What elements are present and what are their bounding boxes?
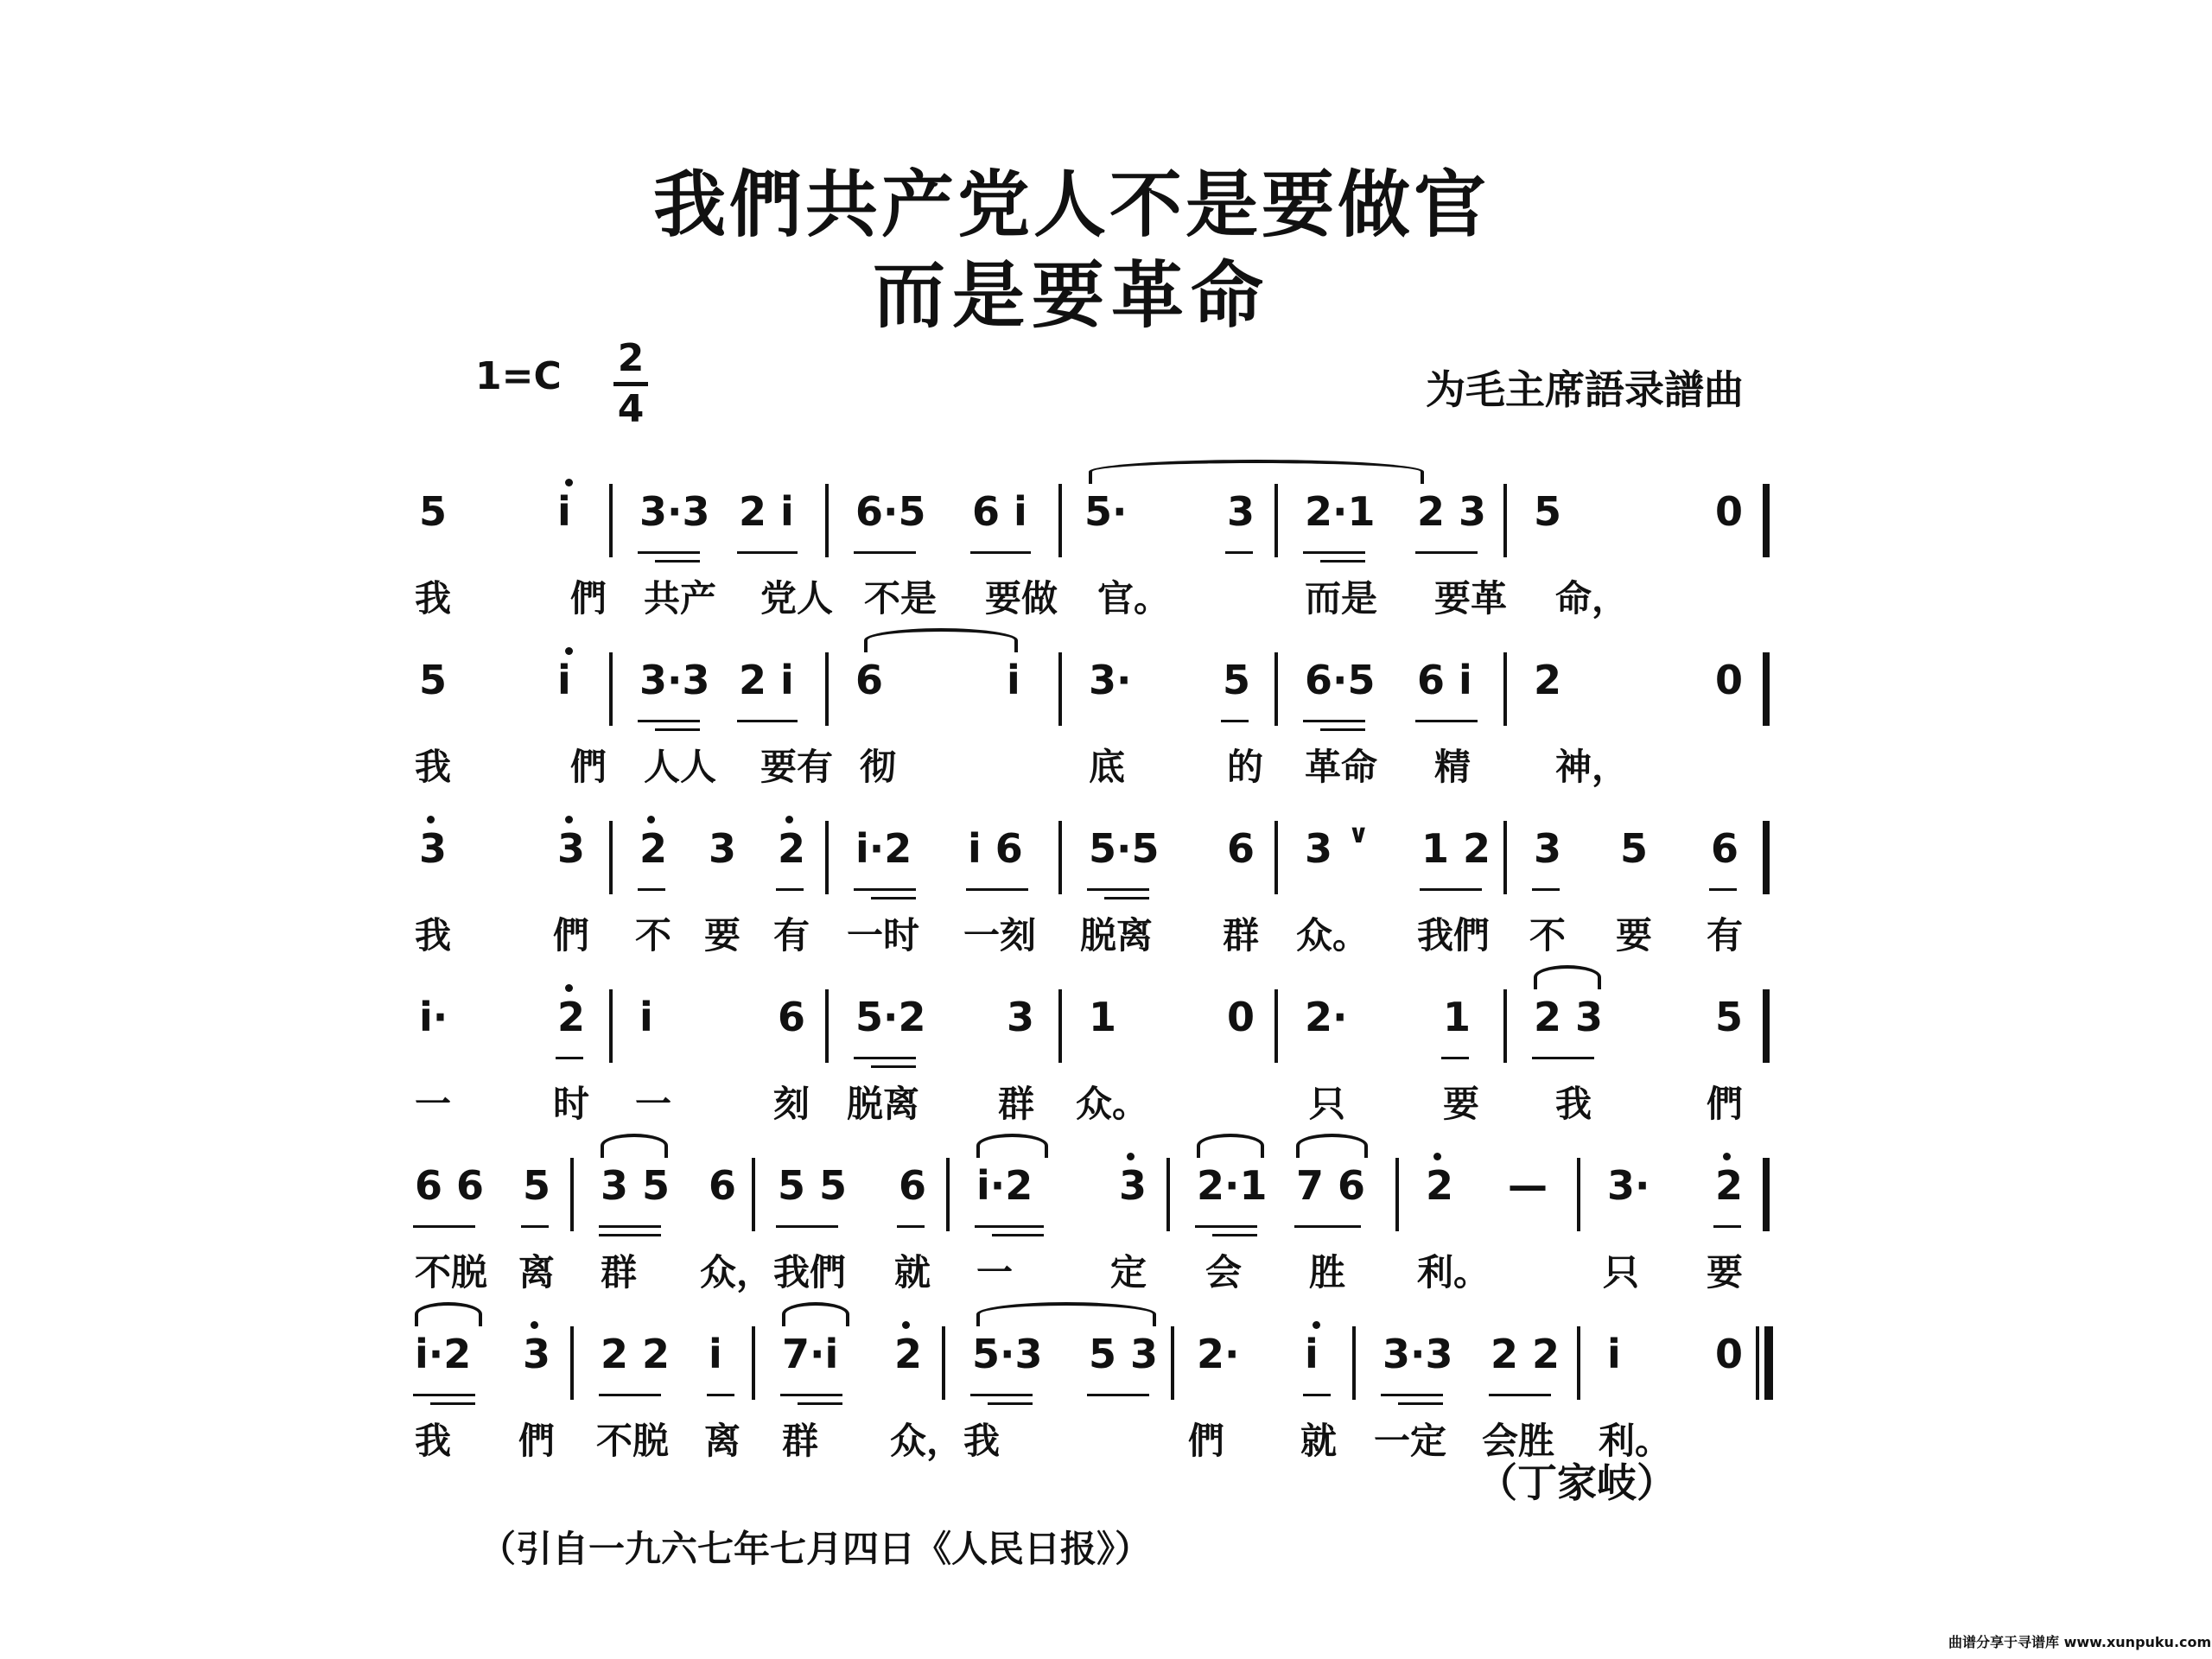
- site-watermark: 曲谱分享于寻谱库 www.xunpuku.com: [1948, 1634, 2212, 1650]
- note: 6: [1711, 825, 1739, 872]
- octave-dot: [565, 479, 573, 486]
- lyric: 群: [998, 1083, 1035, 1125]
- lyric: 我: [415, 1420, 452, 1462]
- beam: [776, 1225, 838, 1228]
- lyric: 脱离: [847, 1083, 920, 1125]
- title-line-1: 我們共产党人不是要做官: [652, 162, 1490, 247]
- note: 6·5: [855, 488, 926, 535]
- note: 6 i: [1417, 657, 1472, 703]
- beam: [1212, 1234, 1257, 1236]
- beam: [854, 888, 916, 891]
- note: 2 2: [601, 1331, 671, 1377]
- note: i: [557, 488, 571, 535]
- note: i·2: [415, 1331, 472, 1377]
- lyrics-row: [397, 739, 1780, 791]
- lyric: 离: [704, 1420, 741, 1462]
- beam: [970, 1394, 1033, 1396]
- notation-row: [397, 1318, 1780, 1395]
- time-numerator: 2: [617, 336, 645, 380]
- note: 3: [557, 825, 586, 872]
- note: 0: [1227, 994, 1255, 1040]
- lyric: 众。: [1076, 1083, 1149, 1125]
- lyric: 革命: [1305, 746, 1378, 788]
- note: i: [1607, 1331, 1621, 1377]
- beam: [638, 888, 665, 891]
- lyric: 們: [553, 914, 590, 957]
- beam: [1195, 1225, 1257, 1228]
- note: 3: [523, 1331, 551, 1377]
- notation-row: [397, 981, 1780, 1058]
- lyric: 只: [1603, 1251, 1640, 1294]
- barline: [1274, 989, 1278, 1063]
- note: 2: [1426, 1162, 1454, 1209]
- lyric: 时: [553, 1083, 590, 1125]
- barline: [1352, 1326, 1356, 1400]
- beam: [992, 1234, 1044, 1236]
- barline: [1503, 652, 1507, 726]
- lyric: 会胜: [1482, 1420, 1555, 1462]
- note: i: [709, 1331, 722, 1377]
- lyric: 会: [1205, 1251, 1243, 1294]
- barline: [1171, 1326, 1174, 1400]
- lyric: 利。: [1417, 1251, 1491, 1294]
- note: 5: [523, 1162, 551, 1209]
- note: 2: [557, 994, 586, 1040]
- note: 7·i: [782, 1331, 839, 1377]
- note: 2: [1534, 657, 1562, 703]
- beam: [1303, 720, 1365, 722]
- lyric: 不脱: [596, 1420, 670, 1462]
- barline: [825, 989, 829, 1063]
- note: 5: [419, 488, 448, 535]
- note: 3: [1007, 994, 1035, 1040]
- note: 3: [1227, 488, 1255, 535]
- lyric: 們: [1188, 1420, 1225, 1462]
- lyric: 有: [1707, 914, 1744, 957]
- lyric: 一时: [847, 914, 920, 957]
- barline: [1763, 989, 1770, 1063]
- note: 2 3: [1534, 994, 1604, 1040]
- lyric: 而是: [1305, 577, 1378, 620]
- note: 3·: [1089, 657, 1132, 703]
- lyric: 命，: [1555, 577, 1629, 620]
- lyric: 不脱: [415, 1251, 488, 1294]
- beam: [1087, 1394, 1149, 1396]
- beam: [1532, 888, 1560, 891]
- lyric: 不是: [864, 577, 938, 620]
- note: i: [1305, 1331, 1319, 1377]
- barline: [825, 821, 829, 894]
- note: 5: [1223, 657, 1251, 703]
- octave-dot: [565, 647, 573, 655]
- note: 2: [894, 1331, 923, 1377]
- beam: [1225, 551, 1253, 554]
- barline: [1274, 652, 1278, 726]
- note: i 6: [968, 825, 1023, 872]
- lyric: 群: [601, 1251, 638, 1294]
- beam: [430, 1402, 475, 1405]
- note: 7 6: [1296, 1162, 1366, 1209]
- lyric: 要有: [760, 746, 834, 788]
- note: 2: [778, 825, 806, 872]
- note: 3: [1119, 1162, 1147, 1209]
- lyric: 就: [1300, 1420, 1338, 1462]
- barline: [825, 652, 829, 726]
- lyric: 官。: [1097, 577, 1171, 620]
- barline: [609, 484, 613, 557]
- barline: [1763, 1158, 1770, 1231]
- note: 1: [1443, 994, 1471, 1040]
- beam: [776, 888, 804, 891]
- lyric: 一: [415, 1083, 452, 1125]
- lyric: 們: [570, 746, 607, 788]
- note: 3: [419, 825, 448, 872]
- note: 2 i: [739, 488, 794, 535]
- lyric: 有: [773, 914, 810, 957]
- barline: [1756, 1326, 1759, 1400]
- note: 6 i: [972, 488, 1027, 535]
- slur: [1296, 1134, 1368, 1158]
- time-signature: [613, 337, 648, 431]
- barline: [1577, 1326, 1580, 1400]
- beam: [413, 1394, 475, 1396]
- barline: [1503, 484, 1507, 557]
- time-divider: [613, 382, 648, 386]
- subtitle: 为毛主席語录譜曲: [1426, 366, 1744, 413]
- lyric: 要做: [985, 577, 1058, 620]
- lyric: 党人: [760, 577, 834, 620]
- octave-dot: [427, 816, 435, 823]
- lyric: 們: [518, 1420, 556, 1462]
- barline: [570, 1326, 574, 1400]
- note: 2·1: [1197, 1162, 1268, 1209]
- beam: [854, 551, 916, 554]
- lyric: 精: [1434, 746, 1471, 788]
- note: 5·2: [855, 994, 926, 1040]
- beam: [897, 1225, 925, 1228]
- lyric: 我們: [773, 1251, 847, 1294]
- note: 2·1: [1305, 488, 1376, 535]
- beam: [1415, 551, 1478, 554]
- lyric: 群: [782, 1420, 819, 1462]
- note: 3·: [1607, 1162, 1650, 1209]
- barline: [946, 1158, 950, 1231]
- octave-dot: [1313, 1321, 1320, 1329]
- barline: [1503, 821, 1507, 894]
- note: 5 3: [1089, 1331, 1159, 1377]
- beam: [1709, 888, 1737, 891]
- lyric: 离: [518, 1251, 556, 1294]
- barline: [1274, 821, 1278, 894]
- note: 2·: [1305, 994, 1348, 1040]
- barline: [1058, 484, 1062, 557]
- note: i·: [419, 994, 448, 1040]
- note: 3: [1305, 825, 1333, 872]
- slur: [1197, 1134, 1264, 1158]
- composer-credit: （丁家岐）: [1478, 1459, 1676, 1506]
- lyric: 众。: [1296, 914, 1370, 957]
- barline: [1763, 821, 1770, 894]
- beam: [1320, 728, 1365, 731]
- final-barline: [1764, 1326, 1773, 1400]
- notation-row: [397, 1149, 1780, 1227]
- note: 5: [1620, 825, 1649, 872]
- note: i·2: [976, 1162, 1033, 1209]
- lyric: 共产: [644, 577, 717, 620]
- beam: [599, 1225, 661, 1228]
- lyric: 要: [1443, 1083, 1480, 1125]
- beam: [1415, 720, 1478, 722]
- lyric: 群: [1223, 914, 1260, 957]
- barline: [942, 1326, 945, 1400]
- beam: [780, 1394, 842, 1396]
- lyric: 胜: [1309, 1251, 1346, 1294]
- lyric: 人人: [644, 746, 717, 788]
- beam: [1532, 1057, 1594, 1059]
- note: 3: [709, 825, 737, 872]
- notation-row: [397, 644, 1780, 721]
- beam: [1420, 888, 1482, 891]
- lyric: 們: [1707, 1083, 1744, 1125]
- note: i·2: [855, 825, 912, 872]
- beam: [1381, 1394, 1443, 1396]
- note: 1: [1089, 994, 1117, 1040]
- key-signature: 1=C: [475, 354, 562, 398]
- beam: [1104, 897, 1149, 899]
- lyric: 要: [1616, 914, 1653, 957]
- lyrics-row: [397, 907, 1780, 959]
- barline: [1058, 652, 1062, 726]
- octave-dot: [647, 816, 655, 823]
- beam: [737, 551, 798, 554]
- beam: [1320, 560, 1365, 563]
- barline: [609, 821, 613, 894]
- note: 5: [1534, 488, 1562, 535]
- beam: [854, 1057, 916, 1059]
- octave-dot: [531, 1321, 538, 1329]
- beam: [970, 551, 1031, 554]
- slur: [782, 1302, 849, 1326]
- lyrics-row: [397, 1076, 1780, 1128]
- note: 3·3: [639, 657, 710, 703]
- beam: [638, 720, 700, 722]
- octave-dot: [1127, 1153, 1135, 1160]
- note: i: [639, 994, 653, 1040]
- beam: [1713, 1225, 1741, 1228]
- notation-row: [397, 812, 1780, 890]
- lyric: 底: [1089, 746, 1126, 788]
- beam: [1489, 1394, 1551, 1396]
- lyric: 一: [976, 1251, 1014, 1294]
- lyric: 利。: [1599, 1420, 1672, 1462]
- slur: [1534, 965, 1601, 989]
- beam: [737, 720, 798, 722]
- lyric: 要: [704, 914, 741, 957]
- lyric: 就: [894, 1251, 931, 1294]
- lyric: 一刻: [963, 914, 1037, 957]
- lyric: 們: [570, 577, 607, 620]
- slur: [415, 1302, 482, 1326]
- beam: [707, 1394, 734, 1396]
- octave-dot: [785, 816, 793, 823]
- title-line-2: 而是要革命: [872, 252, 1270, 338]
- slur: [864, 628, 1018, 652]
- note: 6 6: [415, 1162, 485, 1209]
- note: 2 i: [739, 657, 794, 703]
- lyric: 不: [1529, 914, 1567, 957]
- barline: [570, 1158, 574, 1231]
- note: 5 5: [778, 1162, 848, 1209]
- note: 3 5: [601, 1162, 671, 1209]
- barline: [1395, 1158, 1399, 1231]
- time-denominator: 4: [617, 387, 645, 431]
- beam: [655, 728, 700, 731]
- lyric: 要: [1707, 1251, 1744, 1294]
- lyric: 我: [1555, 1083, 1592, 1125]
- beam: [556, 1057, 583, 1059]
- beam: [521, 1225, 549, 1228]
- octave-dot: [1723, 1153, 1731, 1160]
- note: 5·: [1084, 488, 1128, 535]
- beam: [599, 1394, 661, 1396]
- beam: [638, 551, 700, 554]
- octave-dot: [565, 984, 573, 992]
- note: 5·5: [1089, 825, 1160, 872]
- barline: [1763, 652, 1770, 726]
- beam: [966, 888, 1028, 891]
- note: 2: [639, 825, 668, 872]
- barline: [609, 652, 613, 726]
- lyric: 脱离: [1080, 914, 1154, 957]
- barline: [609, 989, 613, 1063]
- barline: [752, 1326, 755, 1400]
- lyric: 只: [1309, 1083, 1346, 1125]
- slur: [601, 1134, 668, 1158]
- barline: [1503, 989, 1507, 1063]
- note: 1 2: [1421, 825, 1491, 872]
- lyric: 我: [415, 914, 452, 957]
- beam: [871, 1065, 916, 1068]
- note: 6·5: [1305, 657, 1376, 703]
- barline: [825, 484, 829, 557]
- beam: [1087, 888, 1149, 891]
- note: 0: [1715, 1331, 1744, 1377]
- beam: [1294, 1225, 1361, 1228]
- lyric: 的: [1227, 746, 1264, 788]
- note: 2·: [1197, 1331, 1240, 1377]
- octave-dot: [565, 816, 573, 823]
- note: i: [557, 657, 571, 703]
- source-note: （引自一九六七年七月四日《人民日报》）: [480, 1528, 1152, 1570]
- lyric: 众，: [890, 1420, 963, 1462]
- note: 2 2: [1491, 1331, 1560, 1377]
- beam: [871, 897, 916, 899]
- note: 5: [419, 657, 448, 703]
- notation-row: [397, 475, 1780, 553]
- note: 2: [1715, 1162, 1744, 1209]
- beam: [1398, 1402, 1443, 1405]
- note: 5: [1715, 994, 1744, 1040]
- barline: [752, 1158, 755, 1231]
- beam: [599, 1234, 661, 1236]
- lyrics-row: [397, 570, 1780, 622]
- octave-dot: [902, 1321, 910, 1329]
- note: 5·3: [972, 1331, 1043, 1377]
- beam: [1441, 1057, 1469, 1059]
- beam: [1221, 720, 1249, 722]
- beam: [1303, 551, 1365, 554]
- note: 6: [855, 657, 884, 703]
- note: i: [1007, 657, 1020, 703]
- lyric: 神，: [1555, 746, 1629, 788]
- slur: [976, 1302, 1156, 1326]
- note: —: [1508, 1162, 1548, 1209]
- lyric: 众，: [700, 1251, 773, 1294]
- note: 3·3: [639, 488, 710, 535]
- lyric: 我: [415, 746, 452, 788]
- beam: [1303, 1394, 1331, 1396]
- note: 3·3: [1382, 1331, 1453, 1377]
- lyric: 一: [635, 1083, 672, 1125]
- breath-mark: ∨: [1348, 819, 1370, 849]
- note: 6: [709, 1162, 737, 1209]
- note: 2 3: [1417, 488, 1487, 535]
- note: 0: [1715, 657, 1744, 703]
- barline: [1166, 1158, 1170, 1231]
- barline: [1058, 989, 1062, 1063]
- lyrics-row: [397, 1244, 1780, 1296]
- lyric: 刻: [773, 1083, 810, 1125]
- lyric: 要革: [1434, 577, 1508, 620]
- barline: [1763, 484, 1770, 557]
- slur: [1089, 460, 1424, 484]
- lyric: 我們: [1417, 914, 1491, 957]
- note: 6: [778, 994, 806, 1040]
- lyric: 不: [635, 914, 672, 957]
- note: 6: [1227, 825, 1255, 872]
- lyric: 我: [963, 1420, 1001, 1462]
- lyric: 一定: [1374, 1420, 1447, 1462]
- barline: [1274, 484, 1278, 557]
- lyric: 彻: [860, 746, 897, 788]
- octave-dot: [1433, 1153, 1441, 1160]
- note: 3: [1534, 825, 1562, 872]
- slur: [976, 1134, 1048, 1158]
- beam: [413, 1225, 475, 1228]
- beam: [655, 560, 700, 563]
- beam: [975, 1225, 1044, 1228]
- beam: [798, 1402, 842, 1405]
- note: 6: [899, 1162, 927, 1209]
- note: 0: [1715, 488, 1744, 535]
- lyric: 定: [1110, 1251, 1147, 1294]
- lyric: 我: [415, 577, 452, 620]
- barline: [1577, 1158, 1580, 1231]
- barline: [1058, 821, 1062, 894]
- beam: [988, 1402, 1033, 1405]
